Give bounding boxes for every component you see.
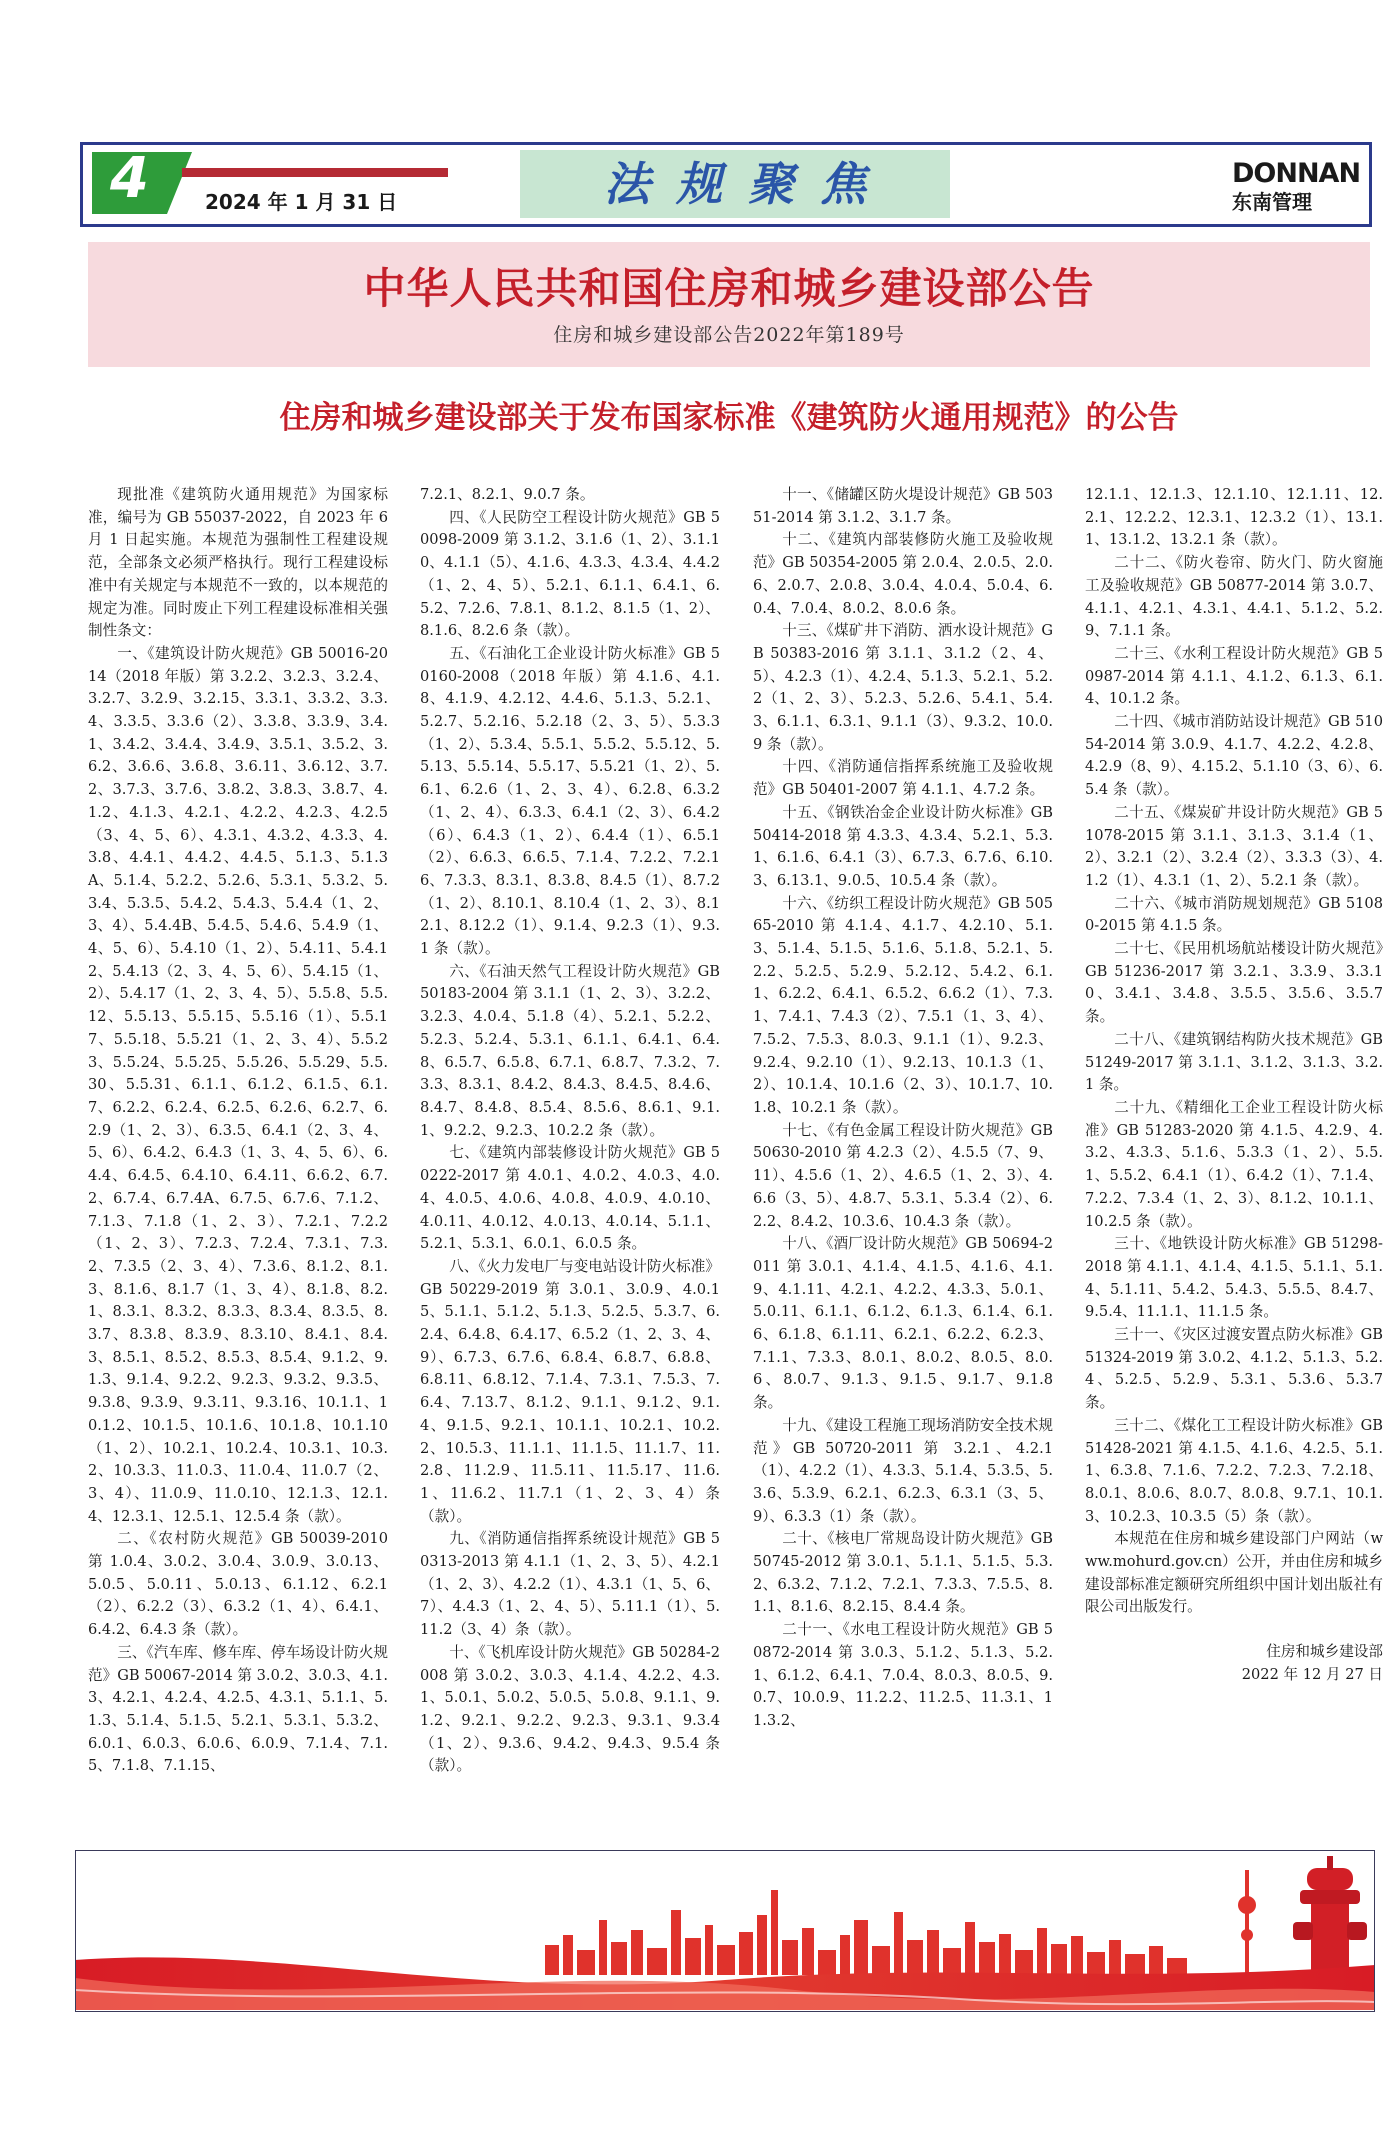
paragraph: 十一、《储罐区防火堤设计规范》GB 50351-2014 第 3.1.2、3.1.7 条。 (753, 486, 1053, 526)
announcement-title: 中华人民共和国住房和城乡建设部公告 (363, 264, 1095, 313)
text-column-3 (753, 484, 1053, 1733)
article-title: 住房和城乡建设部关于发布国家标准《建筑防火通用规范》的公告 (279, 400, 1179, 436)
header-red-stripe (182, 168, 448, 177)
paragraph: 现批准《建筑防火通用规范》为国家标准，编号为 GB 55037-2022，自 2023 年 6 月 1 日起实施。本规范为强制性工程建设规范，全部条文必须严格执行。现行工程建设标准中有关规定与本规范不一致的，以本规范的规定为准。同时废止下列工程建设标准相关强制性条文： (88, 486, 388, 640)
paragraph: 五、《石油化工企业设计防火标准》GB 50160-2008（2018 年版）第 4.1.6、4.1.8、4.1.9、4.2.12、4.4.6、5.1.3、5.2.1、5.2.7、5.2.16、5.2.18（2、3、5）、5.3.3（1、2）、5.3.4、5.5.1、5.5.2、5.5.12、5.5.13、5.5.14、5.5.17、5.5.21（1、2）、5.6.1、6.2.6（1、2、3、4）、6.2.8、6.3.2（1、2、4）、6.3.3、6.4.1（2、3）、6.4.2（6）、6.4.3（1、2）、6.4.4（1）、6.5.1（2）、6.6.3、6.6.5、7.1.4、7.2.2、7.2.16、7.3.3、8.3.1、8.3.8、8.4.5（1）、8.7.2（1、2）、8.10.1、8.10.4（1、2、3）、8.12.1、8.12.2（1）、9.1.4、9.2.3（1）、9.3.1 条（款）。 (420, 644, 720, 958)
page-number: 4 (110, 146, 149, 211)
paragraph: 二十九、《精细化工企业工程设计防火标准》GB 51283-2020 第 4.1.5、4.2.9、4.3.2、4.3.3、5.1.6、5.3.3（1、2）、5.5.1、5.5.2、6.4.1（1）、6.4.2（1）、7.1.4、7.2.2、7.3.4（1、2、3）、8.1.2、10.1.1、10.2.5 条（款）。 (1085, 1098, 1383, 1230)
publisher-logo-en: DONNAN (1232, 158, 1361, 189)
signature-org: 住房和城乡建设部 (1266, 1643, 1383, 1661)
paragraph: 三十一、《灾区过渡安置点防火标准》GB 51324-2019 第 3.0.2、4.1.2、5.1.3、5.2.4、5.2.5、5.2.9、5.3.1、5.3.6、5.3.7 条。 (1085, 1326, 1383, 1412)
paragraph: 八、《火力发电厂与变电站设计防火标准》GB 50229-2019 第 3.0.1、3.0.9、4.0.15、5.1.1、5.1.2、5.1.3、5.2.5、5.3.7、6.2.4、6.4.8、6.4.17、6.5.2（1、2、3、4、9）、6.7.3、6.7.6、6.8.4、6.8.7、6.8.8、6.8.11、6.8.12、7.1.4、7.3.1、7.5.3、7.6.4、7.13.7、8.1.2、9.1.1、9.1.2、9.1.4、9.1.5、9.2.1、10.1.1、10.2.1、10.2.2、10.5.3、11.1.1、11.1.5、11.1.7、11.2.8、11.2.9、11.5.11、11.5.17、11.6.1、11.6.2、11.7.1（1、2、3、4）条（款）。 (420, 1257, 720, 1525)
paragraph: 十七、《有色金属工程设计防火规范》GB 50630-2010 第 4.2.3（2）、4.5.5（7、9、11）、4.5.6（1、2）、4.6.5（1、2、3）、4.6.6（3、5）、4.8.7、5.3.1、5.3.4（2）、6.2.2、8.4.2、10.3.6、10.4.3 条（款）。 (753, 1121, 1053, 1230)
paragraph: 二十七、《民用机场航站楼设计防火规范》GB 51236-2017 第 3.2.1、3.3.9、3.3.10、3.4.1、3.4.8、3.5.5、3.5.6、3.5.7 条。 (1085, 940, 1383, 1026)
issue-date: 2024 年 1 月 31 日 (205, 190, 398, 214)
section-title: 法规聚焦 (604, 157, 892, 211)
paragraph: 二十二、《防火卷帘、防火门、防火窗施工及验收规范》GB 50877-2014 第 3.0.7、4.1.1、4.2.1、4.3.1、4.4.1、5.1.2、5.2.9、7.1.1 条。 (1085, 554, 1383, 640)
header-border-bottom (80, 224, 1372, 227)
announcement-subtitle: 住房和城乡建设部公告2022年第189号 (553, 324, 905, 346)
spacer (1085, 1619, 1383, 1641)
paragraph: 二十一、《水电工程设计防火规范》GB 50872-2014 第 3.0.3、5.1.2、5.1.3、5.2.1、6.1.2、6.4.1、7.0.4、8.0.3、8.0.5、9.0.7、10.0.9、11.2.2、11.2.5、11.3.1、11.3.2、 (753, 1621, 1053, 1729)
paragraph: 四、《人民防空工程设计防火规范》GB 50098-2009 第 3.1.2、3.1.6（1、2）、3.1.10、4.1.1（5）、4.1.6、4.3.3、4.3.4、4.4.2（1、2、4、5）、5.2.1、6.1.1、6.4.1、6.5.2、7.2.6、7.8.1、8.1.2、8.1.5（1、2）、8.1.6、8.2.6 条（款）。 (420, 508, 720, 640)
paragraph: 十三、《煤矿井下消防、洒水设计规范》GB 50383-2016 第 3.1.1、3.1.2（2、4、5）、4.2.3（1）、4.2.4、5.1.3、5.2.1、5.2.2（1、2、3）、5.2.3、5.2.6、5.4.1、5.4.3、6.1.1、6.3.1、9.1.1（3）、9.3.2、10.0.9 条（款）。 (753, 622, 1053, 753)
header-border-left (80, 142, 83, 227)
paragraph: 本规范在住房和城乡建设部门户网站（www.mohurd.gov.cn）公开，并由住房和城乡建设部标准定额研究所组织中国计划出版社有限公司出版发行。 (1085, 1530, 1383, 1616)
paragraph: 十八、《酒厂设计防火规范》GB 50694-2011 第 3.0.1、4.1.4、4.1.5、4.1.6、4.1.9、4.1.11、4.2.1、4.2.2、4.3.3、5.0.1、5.0.11、6.1.1、6.1.2、6.1.3、6.1.4、6.1.6、6.1.8、6.1.11、6.2.1、6.2.2、6.2.3、7.1.1、7.3.3、8.0.1、8.0.2、8.0.5、8.0.6、8.0.7、9.1.3、9.1.5、9.1.7、9.1.8 条。 (753, 1235, 1053, 1412)
text-column-2 (420, 484, 720, 1778)
paragraph: 十、《飞机库设计防火规范》GB 50284-2008 第 3.0.2、3.0.3、4.1.4、4.2.2、4.3.1、5.0.1、5.0.2、5.0.5、5.0.8、9.1.1、9.1.2、9.2.1、9.2.2、9.2.3、9.3.1、9.3.4（1、2）、9.3.6、9.4.2、9.4.3、9.5.4 条（款）。 (420, 1643, 720, 1775)
paragraph: 十五、《钢铁冶金企业设计防火标准》GB 50414-2018 第 4.3.3、4.3.4、5.2.1、5.3.1、6.1.6、6.4.1（3）、6.7.3、6.7.6、6.10.3、6.13.1、9.0.5、10.5.4 条（款）。 (753, 803, 1053, 889)
paragraph: 三十二、《煤化工工程设计防火标准》GB 51428-2021 第 4.1.5、4.1.6、4.2.5、5.1.1、6.3.8、7.1.6、7.2.2、7.2.3、7.2.18、8.0.1、8.0.6、8.0.7、8.0.8、9.7.1、10.1.3、10.2.3、10.3.5（5）条（款）。 (1085, 1416, 1383, 1525)
paragraph: 十二、《建筑内部装修防火施工及验收规范》GB 50354-2005 第 2.0.4、2.0.5、2.0.6、2.0.7、2.0.8、3.0.4、4.0.4、5.0.4、6.0.4、7.0.4、8.0.2、8.0.6 条。 (753, 531, 1053, 617)
paragraph: 二十三、《水利工程设计防火规范》GB 50987-2014 第 4.1.1、4.1.2、6.1.3、6.1.4、10.1.2 条。 (1085, 644, 1383, 708)
paragraph: 二十六、《城市消防规划规范》GB 51080-2015 第 4.1.5 条。 (1085, 894, 1383, 935)
publisher-logo-cn: 东南管理 (1232, 190, 1312, 214)
paragraph: 三、《汽车库、修车库、停车场设计防火规范》GB 50067-2014 第 3.0.2、3.0.3、4.1.3、4.2.1、4.2.4、4.2.5、4.3.1、5.1.1、5.1.3、5.1.4、5.1.5、5.2.1、5.3.1、5.3.2、6.0.1、6.0.3、6.0.6、6.0.9、7.1.4、7.1.5、7.1.8、7.1.15、 (88, 1643, 388, 1775)
text-column-1 (88, 484, 388, 1778)
paragraph: 7.2.1、8.2.1、9.0.7 条。 (420, 486, 595, 503)
header-border-top (80, 142, 1372, 145)
paragraph: 二十五、《煤炭矿井设计防火规范》GB 51078-2015 第 3.1.1、3.1.3、3.1.4（1、2）、3.2.1（2）、3.2.4（2）、3.3.3（3）、4.1.2（1）、4.3.1（1、2）、5.2.1 条（款）。 (1085, 803, 1383, 889)
signature-date: 2022 年 12 月 27 日 (1241, 1665, 1383, 1683)
paragraph: 一、《建筑设计防火规范》GB 50016-2014（2018 年版）第 3.2.2、3.2.3、3.2.4、3.2.7、3.2.9、3.2.15、3.3.1、3.3.2、3.3.4、3.3.5、3.3.6（2）、3.3.8、3.3.9、3.4.1、3.4.2、3.4.4、3.4.9、3.5.1、3.5.2、3.6.2、3.6.6、3.6.8、3.6.11、3.6.12、3.7.2、3.7.3、3.7.6、3.8.2、3.8.3、3.8.7、4.1.2、4.1.3、4.2.1、4.2.2、4.2.3、4.2.5（3、4、5、6）、4.3.1、4.3.2、4.3.3、4.3.8、4.4.1、4.4.2、4.4.5、5.1.3、5.1.3A、5.1.4、5.2.2、5.2.6、5.3.1、5.3.2、5.3.4、5.3.5、5.4.2、5.4.3、5.4.4（1、2、3、4）、5.4.4B、5.4.5、5.4.6、5.4.9（1、4、5、6）、5.4.10（1、2）、5.4.11、5.4.12、5.4.13（2、3、4、5、6）、5.4.15（1、2）、5.4.17（1、2、3、4、5）、5.5.8、5.5.12、5.5.13、5.5.15、5.5.16（1）、5.5.17、5.5.18、5.5.21（1、2、3、4）、5.5.23、5.5.24、5.5.25、5.5.26、5.5.29、5.5.30、5.5.31、6.1.1、6.1.2、6.1.5、6.1.7、6.2.2、6.2.4、6.2.5、6.2.6、6.2.7、6.2.9（1、2、3）、6.3.5、6.4.1（2、3、4、5、6）、6.4.2、6.4.3（1、3、4、5、6）、6.4.4、6.4.5、6.4.10、6.4.11、6.6.2、6.7.2、6.7.4、6.7.4A、6.7.5、6.7.6、7.1.2、7.1.3、7.1.8（1、2、3）、7.2.1、7.2.2（1、2、3）、7.2.3、7.2.4、7.3.1、7.3.2、7.3.5（2、3、4）、7.3.6、8.1.2、8.1.3、8.1.6、8.1.7（1、3、4）、8.1.8、8.2.1、8.3.1、8.3.2、8.3.3、8.3.4、8.3.5、8.3.7、8.3.8、8.3.9、8.3.10、8.4.1、8.4.3、8.5.1、8.5.2、8.5.3、8.5.4、9.1.2、9.1.3、9.1.4、9.2.2、9.2.3、9.3.2、9.3.5、9.3.8、9.3.9、9.3.11、9.3.16、10.1.1、10.1.2、10.1.5、10.1.6、10.1.8、10.1.10（1、2）、10.2.1、10.2.4、10.3.1、10.3.2、10.3.3、11.0.3、11.0.4、11.0.7（2、3、4）、11.0.9、11.0.10、12.1.3、12.1.4、12.3.1、12.5.1、12.5.4 条（款）。 (88, 644, 388, 1525)
paragraph: 二十八、《建筑钢结构防火技术规范》GB 51249-2017 第 3.1.1、3.1.2、3.1.3、3.2.1 条。 (1085, 1030, 1383, 1094)
paragraph: 十九、《建设工程施工现场消防安全技术规范》GB 50720-2011 第 3.2.1、4.2.1（1）、4.2.2（1）、4.3.3、5.1.4、5.3.5、5.3.6、5.3.9、6.2.1、6.2.3、6.3.1（3、5、9）、6.3.3（1）条（款）。 (753, 1416, 1053, 1525)
paragraph: 12.1.1、12.1.3、12.1.10、12.1.11、12.2.1、12.2.2、12.3.1、12.3.2（1）、13.1.1、13.1.2、13.2.1 条（款）。 (1085, 486, 1383, 549)
paragraph: 六、《石油天然气工程设计防火规范》GB 50183-2004 第 3.1.1（1、2、3）、3.2.2、3.2.3、4.0.4、5.1.8（4）、5.2.1、5.2.2、5.2.3、5.2.4、5.3.1、6.1.1、6.4.1、6.4.8、6.5.7、6.5.8、6.7.1、6.8.7、7.3.2、7.3.3、8.3.1、8.4.2、8.4.3、8.4.5、8.4.6、8.4.7、8.4.8、8.5.4、8.5.6、8.6.1、9.1.1、9.2.2、9.2.3、10.2.2 条（款）。 (420, 962, 720, 1139)
paragraph: 三十、《地铁设计防火标准》GB 51298-2018 第 4.1.1、4.1.4、4.1.5、5.1.1、5.1.4、5.1.11、5.4.2、5.4.3、5.5.5、8.4.7、9.5.4、11.1.1、11.1.5 条。 (1085, 1235, 1383, 1321)
paragraph: 十六、《纺织工程设计防火规范》GB 50565-2010 第 4.1.4、4.1.7、4.2.10、5.1.3、5.1.4、5.1.5、5.1.6、5.1.8、5.2.1、5.2.2、5.2.5、5.2.9、5.2.12、5.4.2、6.1.1、6.2.2、6.4.1、6.5.2、6.6.2（1）、7.3.1、7.4.1、7.4.3（2）、7.5.1（1、3、4）、7.5.2、7.5.3、8.0.3、9.1.1（1）、9.2.3、9.2.4、9.2.10（1）、9.2.13、10.1.3（1、2）、10.1.4、10.1.6（2、3）、10.1.7、10.1.8、10.2.1 条（款）。 (753, 894, 1053, 1116)
paragraph: 二十四、《城市消防站设计规范》GB 51054-2014 第 3.0.9、4.1.7、4.2.2、4.2.8、4.2.9（8、9）、4.15.2、5.1.10（3、6）、6.5.4 条（款）。 (1085, 713, 1383, 799)
paragraph: 二十、《核电厂常规岛设计防火规范》GB 50745-2012 第 3.0.1、5.1.1、5.1.5、5.3.2、6.3.2、7.1.2、7.2.1、7.3.3、7.5.5、8.1.1、8.1.6、8.2.15、8.4.4 条。 (753, 1530, 1053, 1616)
text-column-4 (1085, 484, 1383, 1687)
paragraph: 十四、《消防通信指挥系统施工及验收规范》GB 50401-2007 第 4.1.1、4.7.2 条。 (753, 758, 1053, 799)
paragraph: 二、《农村防火规范》GB 50039-2010 第 1.0.4、3.0.2、3.0.4、3.0.9、3.0.13、5.0.5、5.0.11、5.0.13、6.1.12、6.2.1（2）、6.2.2（3）、6.3.2（1、4）、6.4.1、6.4.2、6.4.3 条（款）。 (88, 1530, 388, 1639)
paragraph: 九、《消防通信指挥系统设计规范》GB 50313-2013 第 4.1.1（1、2、3、5）、4.2.1（1、2、3）、4.2.2（1）、4.3.1（1、5、6、7）、4.4.3（1、2、4、5）、5.11.1（1）、5.11.2（3、4）条（款）。 (420, 1530, 720, 1639)
city-skyline-illustration (75, 1850, 1375, 2010)
paragraph: 七、《建筑内部装修设计防火规范》GB 50222-2017 第 4.0.1、4.0.2、4.0.3、4.0.4、4.0.5、4.0.6、4.0.8、4.0.9、4.0.10、4.0.11、4.0.12、4.0.13、4.0.14、5.1.1、5.2.1、5.3.1、6.0.1、6.0.5 条。 (420, 1144, 720, 1253)
header-border-right (1369, 142, 1372, 227)
